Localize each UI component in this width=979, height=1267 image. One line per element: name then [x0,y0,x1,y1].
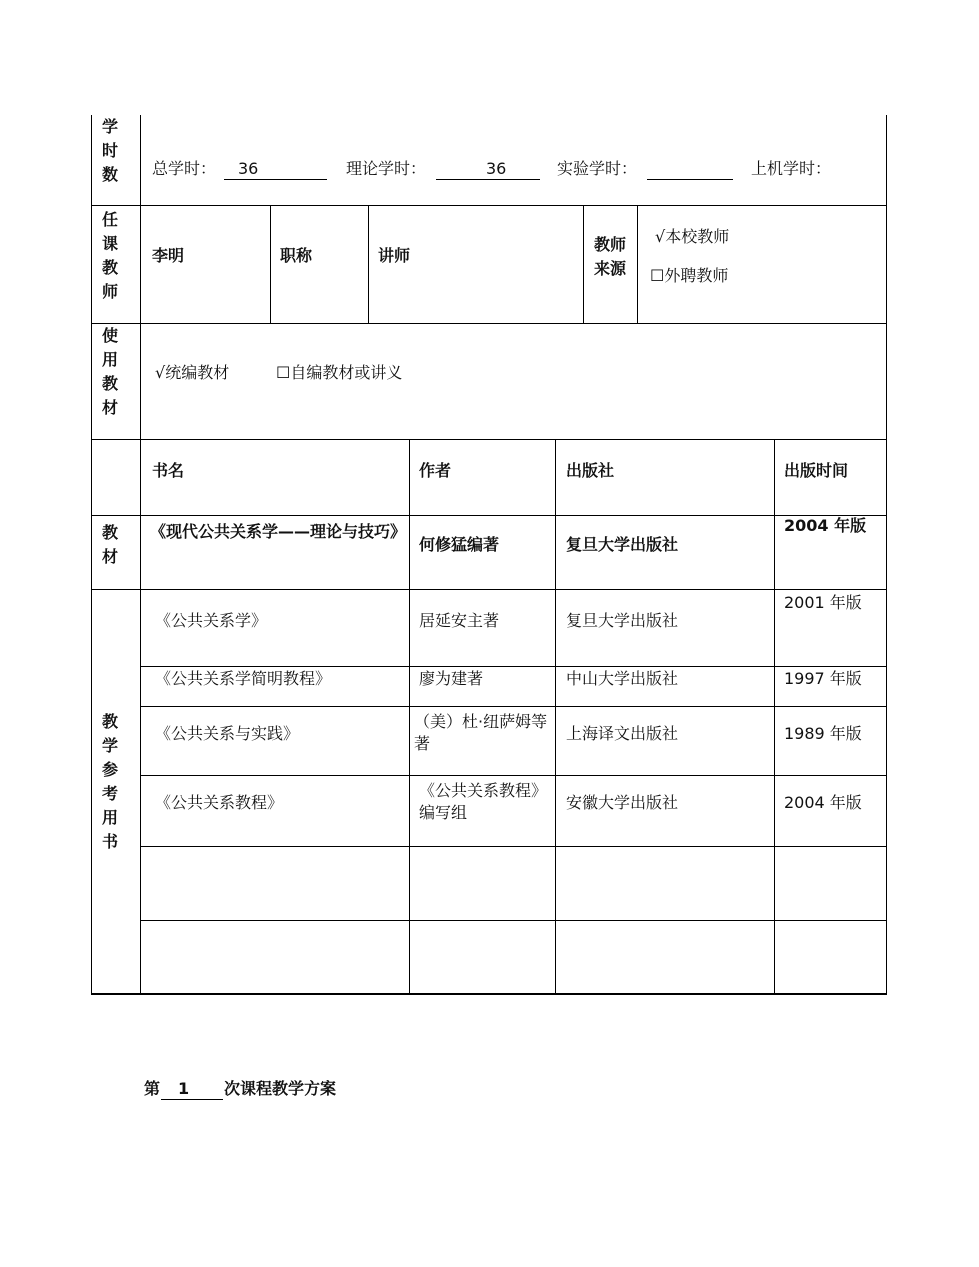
reference-title: 《公共关系学简明教程》 [155,669,332,688]
theory-hours-label: 理论学时： [346,159,427,178]
teacher-title-label: 职称 [280,246,313,265]
plan-number: 1 [178,1079,190,1098]
teacher-name: 李明 [152,246,185,265]
textbook-author: 何修猛编著 [419,535,500,554]
textbook-title: 《现代公共关系学——理论与技巧》 [150,522,407,541]
reference-year: 1989 年版 [784,724,862,743]
textbook-year: 2004 年版 [784,516,867,535]
reference-publisher: 上海译文出版社 [566,724,679,743]
teacher-source-label-2: 来源 [594,259,627,278]
hours-row-label: 学时数 [101,117,118,184]
reference-title: 《公共关系与实践》 [155,724,300,743]
reference-author: 廖为建著 [419,669,484,688]
textbook-row-label: 教材 [101,523,118,566]
reference-author: 《公共关系教程》编写组 [419,781,548,822]
textbook-publisher: 复旦大学出版社 [566,535,679,554]
reference-year: 2001 年版 [784,593,862,612]
theory-hours-underline [436,179,540,180]
teacher-source-internal: √本校教师 [655,227,730,246]
teacher-source-label-1: 教师 [594,235,627,254]
reference-publisher: 安徽大学出版社 [566,793,679,812]
reference-author: 居延安主著 [419,611,500,630]
lab-hours-label: 实验学时： [557,159,638,178]
theory-hours-value: 36 [486,159,507,178]
plan-prefix: 第 [144,1079,161,1098]
header-book-title: 书名 [152,461,185,480]
total-hours-value: 36 [238,159,259,178]
material-row-label: 使用教材 [101,326,118,417]
material-option-self: ☐自编教材或讲义 [276,363,403,382]
total-hours-underline [224,179,327,180]
header-year: 出版时间 [784,461,849,480]
reference-publisher: 复旦大学出版社 [566,611,679,630]
lab-hours-underline [647,179,733,180]
reference-year: 1997 年版 [784,669,862,688]
reference-row-label: 教学参考用书 [101,712,118,851]
reference-author: （美）杜·纽萨姆等著 [414,712,548,753]
plan-number-underline [161,1099,223,1100]
teacher-title-value: 讲师 [378,246,411,265]
reference-title: 《公共关系学》 [155,611,268,630]
reference-year: 2004 年版 [784,793,862,812]
header-author: 作者 [419,461,452,480]
teacher-source-external: ☐外聘教师 [650,266,729,285]
header-publisher: 出版社 [566,461,615,480]
material-option-unified: √统编教材 [155,363,230,382]
total-hours-label: 总学时： [152,159,217,178]
plan-suffix: 次课程教学方案 [224,1079,337,1098]
reference-title: 《公共关系教程》 [155,793,284,812]
computer-hours-label: 上机学时： [751,159,832,178]
teacher-row-label: 任课教师 [101,210,118,301]
reference-publisher: 中山大学出版社 [566,669,679,688]
